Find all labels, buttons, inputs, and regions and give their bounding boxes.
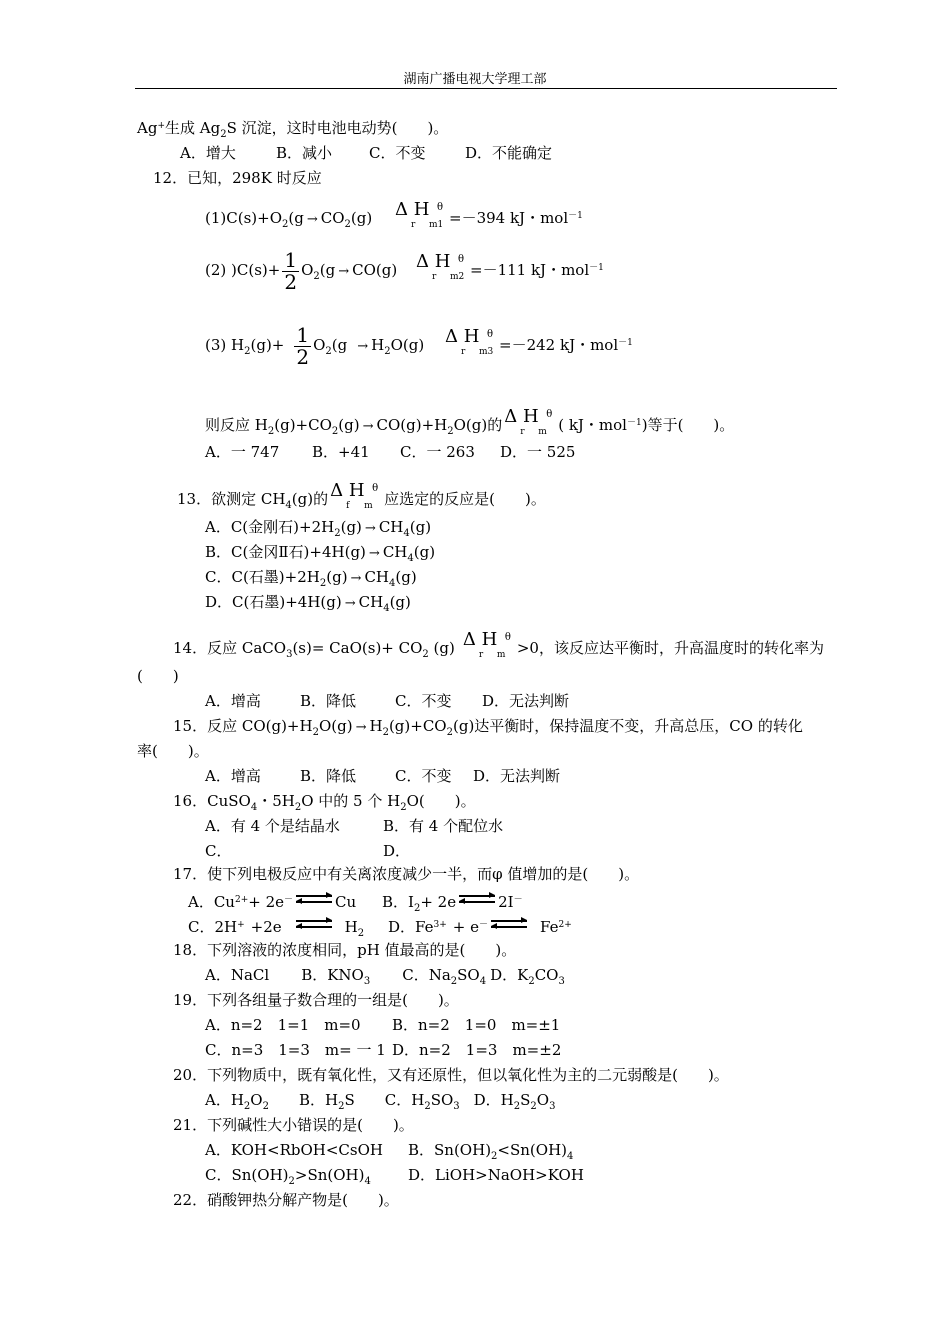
q12-option-b: B．+41	[312, 443, 370, 461]
q18-stem: 18．下列溶液的浓度相同，pH 值最高的是( )。	[173, 941, 517, 959]
delta-h-symbol: Δ H θ r m	[504, 406, 553, 437]
q15-option-b: B．降低	[300, 767, 357, 785]
q12-reaction-3: (3) $H_2(g)+$ $\frac{1}{2}$ $O_2(g \to H_2O(g)$ Δ H θ r m3 =－242 kJ・mol$^{-1}$	[205, 323, 633, 369]
q13-option-c: C．C(石墨)$+2H_2(g) \to CH_4(g)$	[205, 568, 417, 589]
arrow-icon: →	[368, 546, 380, 561]
q14-stem: 14．反应 CaCO$_3$(s)= $CaO(s)+ CO_2$ (g) Δ H θ r m >0，该反应达平衡时，升高温度时的转化率为	[173, 629, 824, 660]
q21-stem: 21．下列碱性大小错误的是( )。	[173, 1116, 414, 1134]
q11-option-b: B．减小	[276, 144, 333, 162]
arrow-icon: →	[355, 720, 367, 735]
q14-paren: ( )	[137, 667, 179, 685]
q19-stem: 19．下列各组量子数合理的一组是( )。	[173, 991, 459, 1009]
q16-option-b: B．有 4 个配位水	[383, 817, 504, 835]
q21-option-c: C．$Sn(OH)_2>Sn(OH)_4$	[205, 1166, 371, 1187]
q15-option-d: D．无法判断	[473, 767, 561, 785]
q22-stem: 22．硝酸钾热分解产物是( )。	[173, 1191, 399, 1209]
q17-option-a: A．$Cu^{2+}+ 2e^-$ Cu	[188, 893, 357, 911]
q15-continuation: 率( )。	[137, 742, 209, 760]
q12-option-a: A．一 747	[205, 443, 280, 461]
arrow-icon: →	[364, 521, 376, 536]
q21-option-d: D．LiOH>NaOH>KOH	[408, 1166, 584, 1184]
q21-option-a: A．KOH<RbOH<CsOH	[205, 1141, 383, 1159]
q16-option-a: A．有 4 个是结晶水	[205, 817, 340, 835]
q12-reaction-1: $(1)C(s)+O_2(g \to CO_2(g)$ Δ H θ r m1 =－394 kJ・mol$^{-1}$	[205, 199, 583, 230]
q15-option-c: C．不变	[395, 767, 452, 785]
q13-option-b: B．C(金冈Ⅱ石)$+4H(g) \to CH_4(g)$	[205, 543, 436, 564]
arrow-icon: →	[306, 212, 318, 227]
q19-option-a: A．n=2 1=1 m=0	[205, 1016, 361, 1034]
arrow-icon: →	[350, 571, 362, 586]
q17-option-c: C．2H+ +2e $H_2$	[188, 918, 365, 939]
q16-option-c: C．	[205, 842, 232, 860]
q17-stem: 17．使下列电极反应中有关离浓度减少一半，而φ 值增加的是( )。	[173, 865, 640, 883]
q19-option-b: B．n=2 1=0 m=±1	[392, 1016, 561, 1034]
q19-option-c: C．n=3 1=3 m= 一 1	[205, 1041, 386, 1059]
q20-options: A．$H_2O_2$ B．$H_2S$ C．$H_2SO_3$ D．$H_2S_2O_3$	[205, 1091, 556, 1112]
q18-options: A．NaCl B．$KNO_3$ C．$Na_2SO_4$ D．$K_2CO_3$	[205, 966, 565, 987]
arrow-icon: →	[344, 596, 356, 611]
page-header: 湖南广播电视大学理工部	[403, 72, 547, 87]
delta-h-symbol: Δ H θ r m3	[445, 326, 494, 357]
q14-option-c: C．不变	[395, 692, 452, 710]
arrow-icon: →	[362, 419, 374, 434]
q17-option-b: B．$I_2+ 2e$ 2I－	[382, 893, 523, 914]
header-rule	[135, 88, 837, 89]
q13-option-d: D．C(石墨)$+4H(g) \to CH_4(g)$	[205, 593, 411, 614]
delta-h-symbol: Δ H θ f m	[330, 480, 379, 511]
arrow-icon: →	[357, 339, 369, 354]
delta-h-symbol: Δ H θ r m	[462, 629, 511, 660]
delta-h-symbol: Δ H θ r m2	[416, 251, 465, 282]
q17-option-d: D．$Fe^{3+} + e^-$ $Fe^{2+}$	[388, 918, 572, 936]
q11-stem: Ag+生成 $Ag_2S$ 沉淀，这时电池电动势( )。	[137, 119, 449, 140]
q14-option-a: A．增高	[205, 692, 261, 710]
equilibrium-arrow-icon	[296, 893, 332, 905]
q16-stem: 16．CuSO$_4$・$5H_2O$ 中的 5 个 $H_2O$( )。	[173, 792, 476, 813]
q12-option-c: C．一 263	[400, 443, 475, 461]
q11-option-a: A．增大	[180, 144, 236, 162]
q12-stem: 12．已知，298K 时反应	[153, 169, 322, 187]
q11-option-d: D．不能确定	[465, 144, 553, 162]
q19-option-d: D．n=2 1=3 m=±2	[392, 1041, 562, 1059]
equilibrium-arrow-icon	[296, 918, 332, 930]
q13-option-a: A．C(金刚石)$+2H_2(g) \to CH_4(g)$	[205, 518, 432, 539]
q12-reaction-2: (2) )C(s)+ $\frac{1}{2}$ $O_2(g \to CO(g)$ Δ H θ r m2 =－111 kJ・mol$^{-1}$	[205, 248, 604, 294]
q14-option-d: D．无法判断	[482, 692, 570, 710]
q14-option-b: B．降低	[300, 692, 357, 710]
equilibrium-arrow-icon	[491, 918, 527, 930]
q12-question: 则反应 $H_2(g)+CO_2(g) \to CO(g)+H_2O(g)$的 Δ H θ r m ( kJ・mol$^{-1}$)等于( )。	[205, 406, 735, 437]
q12-option-d: D．一 525	[500, 443, 576, 461]
q21-option-b: B．$Sn(OH)_2<Sn(OH)_4$	[408, 1141, 574, 1162]
q16-option-d: D．	[383, 842, 411, 860]
q11-option-c: C．不变	[369, 144, 426, 162]
equilibrium-arrow-icon	[459, 893, 495, 905]
delta-h-symbol: Δ H θ r m1	[395, 199, 444, 230]
q15-option-a: A．增高	[205, 767, 261, 785]
q13-stem: 13．欲测定 $CH_4(g)$的 Δ H θ f m 应选定的反应是( )。	[177, 480, 546, 511]
q15-stem: 15．反应 $CO(g)+H_2O(g) \to H_2(g)+CO_2(g)$达平衡时，保持温度不变，升高总压，CO 的转化	[173, 717, 803, 738]
q20-stem: 20．下列物质中，既有氧化性，又有还原性，但以氧化性为主的二元弱酸是( )。	[173, 1066, 729, 1084]
arrow-icon: →	[338, 264, 350, 279]
